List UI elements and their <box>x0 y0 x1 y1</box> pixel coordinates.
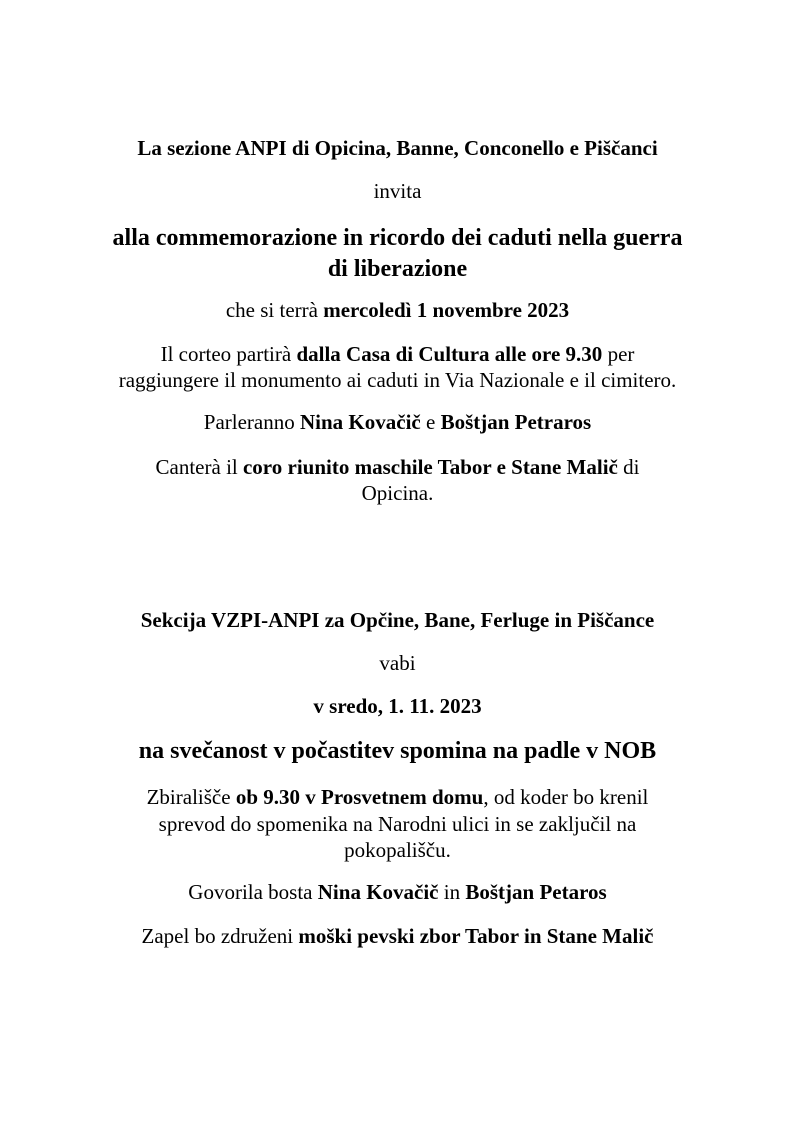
slovenian-gathering-time-place: ob 9.30 v Prosvetnem domu <box>235 785 484 809</box>
slovenian-speaker-2: Boštjan Petaros <box>465 880 607 904</box>
italian-procession-place-time: dalla Casa di Cultura alle ore 9.30 <box>296 342 603 366</box>
italian-speakers-and: e <box>420 410 441 434</box>
slovenian-speaker-1: Nina Kovačič <box>317 880 439 904</box>
slovenian-speakers-and: in <box>438 880 466 904</box>
slovenian-choir-name: moški pevski zbor Tabor in Stane Malič <box>298 924 654 948</box>
italian-choir-name: coro riunito maschile Tabor e Stane Malič <box>242 455 618 479</box>
italian-choir-suffix: di <box>617 455 640 479</box>
italian-procession-prefix: Il corteo partirà <box>160 342 297 366</box>
italian-event-line2: di liberazione <box>327 256 468 282</box>
italian-invita: invita <box>373 179 422 203</box>
italian-procession-line2: raggiungere il monumento ai caduti in Via Nazionale e il cimitero. <box>118 368 677 392</box>
slovenian-speakers-prefix: Govorila bosta <box>188 880 318 904</box>
slovenian-gathering-prefix: Zbirališče <box>146 785 236 809</box>
slovenian-gathering-line3: pokopališču. <box>344 838 451 862</box>
slovenian-choir-prefix: Zapel bo združeni <box>141 924 299 948</box>
italian-speakers-line <box>0 410 795 435</box>
italian-event-line1: alla commemorazione in ricordo dei caduti nella guerra <box>112 225 683 251</box>
slovenian-vabi: vabi <box>379 651 416 675</box>
italian-date-line <box>0 298 795 323</box>
italian-choir-line1 <box>0 455 795 480</box>
slovenian-heading: Sekcija VZPI-ANPI za Opčine, Bane, Ferluge in Piščance <box>140 608 655 632</box>
italian-speaker-2: Boštjan Petraros <box>440 410 592 434</box>
italian-date-prefix: che si terrà <box>225 298 324 322</box>
italian-date: mercoledì 1 novembre 2023 <box>323 298 570 322</box>
italian-heading: La sezione ANPI di Opicina, Banne, Conconello e Piščanci <box>137 136 658 160</box>
slovenian-gathering-suffix: , od koder bo krenil <box>483 785 649 809</box>
slovenian-choir-line <box>0 924 795 949</box>
slovenian-event: na svečanost v počastitev spomina na padle v NOB <box>138 738 657 764</box>
slovenian-date: v sredo, 1. 11. 2023 <box>313 694 482 718</box>
italian-procession-suffix: per <box>602 342 635 366</box>
italian-procession-line1 <box>0 342 795 367</box>
italian-choir-line2: Opicina. <box>361 481 434 505</box>
italian-speakers-prefix: Parleranno <box>203 410 300 434</box>
italian-choir-prefix: Canterà il <box>155 455 243 479</box>
italian-speaker-1: Nina Kovačič <box>299 410 421 434</box>
slovenian-gathering-line2: sprevod do spomenika na Narodni ulici in se zaključil na <box>158 812 637 836</box>
slovenian-speakers-line <box>0 880 795 905</box>
slovenian-gathering-line1 <box>0 785 795 810</box>
